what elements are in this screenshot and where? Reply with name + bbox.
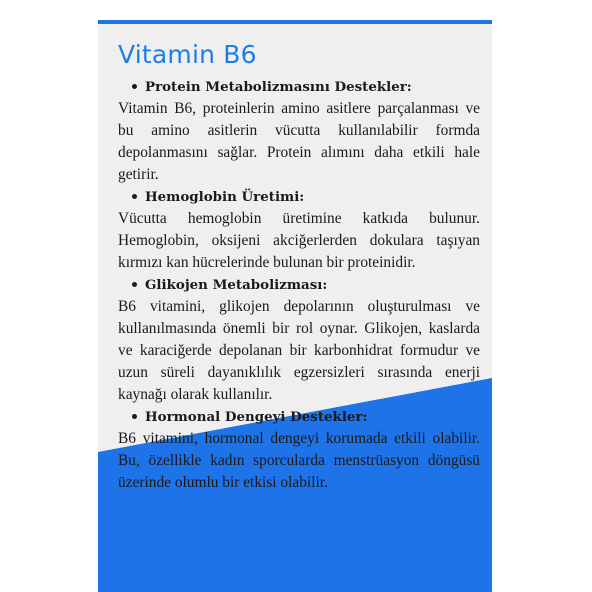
section-text: B6 vitamini, hormonal dengeyi korumada etkili olabilir. Bu, özellikle kadın sporcularda menstrüasyon döngüsü üzerinde olumlu bir etkisi olabilir. (118, 430, 480, 491)
section-heading (118, 274, 480, 296)
section-heading (118, 186, 480, 208)
page-title: Vitamin B6 (118, 40, 257, 69)
section-heading-text: Hormonal Dengeyi Destekler: (145, 409, 368, 425)
section-heading-text: Protein Metabolizmasını Destekler: (145, 79, 412, 95)
bullet-icon (132, 414, 137, 419)
section-glikojen (118, 274, 480, 406)
bullet-icon (132, 282, 137, 287)
bullet-icon (132, 84, 137, 89)
section-text: B6 vitamini, glikojen depolarının oluşturulması ve kullanılmasında önemli bir rol oynar. Glikojen, kaslarda ve karaciğerde depolanan bir karbonhidrat formudur ve uzun süreli dayanıklılık egzersizleri sırasında enerji kaynağı olarak kullanılır. (118, 298, 480, 403)
section-heading-text: Glikojen Metabolizması: (145, 277, 328, 293)
info-card (98, 20, 492, 592)
section-hormonal (118, 406, 480, 494)
section-text: Vücutta hemoglobin üretimine katkıda bulunur. Hemoglobin, oksijeni akciğerlerden dokulara taşıyan kırmızı kan hücrelerinde bulunan bir proteinidir. (118, 210, 480, 271)
bullet-icon (132, 194, 137, 199)
section-heading (118, 76, 480, 98)
section-heading (118, 406, 480, 428)
section-protein (118, 76, 480, 186)
section-hemoglobin (118, 186, 480, 274)
content (118, 38, 480, 494)
section-text: Vitamin B6, proteinlerin amino asitlere parçalanması ve bu amino asitlerin vücutta kullanılabilir formda depolanmasını sağlar. Protein alımını daha etkili hale getirir. (118, 100, 480, 183)
section-heading-text: Hemoglobin Üretimi: (145, 189, 305, 205)
top-accent-bar (98, 20, 492, 24)
